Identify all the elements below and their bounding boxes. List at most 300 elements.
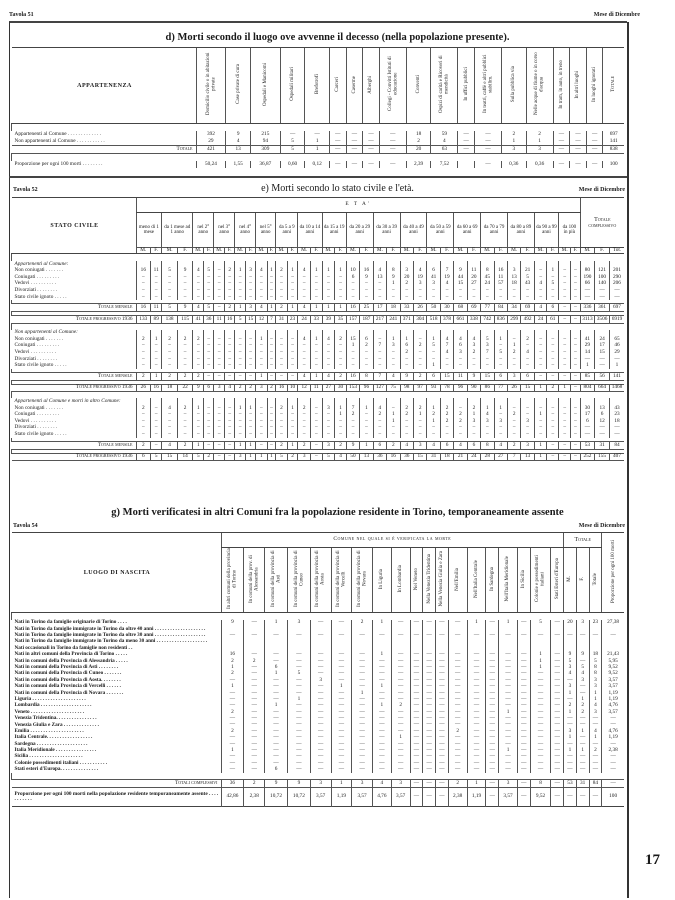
table-cell: 2,38 bbox=[602, 748, 624, 754]
table-cell: 18 bbox=[507, 281, 520, 288]
table-cell: — bbox=[410, 735, 423, 741]
table-cell: 1 bbox=[322, 304, 335, 312]
row-label: Coniugati . . . . . . . . . bbox=[14, 411, 60, 418]
row-label: Non coniugati . . . . . . . bbox=[14, 267, 64, 274]
table-cell: – bbox=[151, 356, 162, 363]
table-cell: 9 bbox=[576, 652, 589, 658]
table-cell: — bbox=[410, 722, 423, 728]
table-cell: — bbox=[331, 748, 352, 754]
table-cell: 407 bbox=[609, 453, 624, 461]
table-cell: – bbox=[136, 274, 151, 281]
table-cell: — bbox=[287, 703, 310, 709]
table-cell: – bbox=[204, 343, 214, 350]
table-cell: — bbox=[467, 767, 486, 773]
table-cell: — bbox=[580, 431, 595, 438]
table-cell: — bbox=[423, 716, 436, 722]
table-cell: – bbox=[214, 453, 225, 461]
table-cell: – bbox=[571, 363, 580, 370]
table-cell: 4 bbox=[226, 138, 251, 146]
sex-header: M. bbox=[276, 248, 288, 254]
column-header-text: Ospizi di carità e Ricoveri di mendicità bbox=[439, 55, 450, 114]
table-cell: — bbox=[517, 735, 530, 741]
table-cell: — bbox=[287, 722, 310, 728]
table-cell: – bbox=[287, 373, 298, 381]
table-cell: – bbox=[310, 349, 322, 356]
table-cell: 4 bbox=[162, 405, 178, 412]
table-cell: – bbox=[235, 349, 246, 356]
table-cell: — bbox=[372, 664, 391, 670]
sex-header: F. bbox=[310, 248, 322, 254]
table-cell: — bbox=[410, 652, 423, 658]
table-cell: 1 bbox=[400, 336, 413, 343]
table-cell: 1 bbox=[246, 405, 256, 412]
table-cell: — bbox=[346, 146, 363, 154]
table-cell: 6 bbox=[521, 373, 534, 381]
header-row bbox=[12, 48, 625, 124]
table-cell: — bbox=[436, 632, 449, 638]
table-cell: – bbox=[559, 316, 571, 324]
table-cell: – bbox=[387, 356, 400, 363]
table-cell: — bbox=[576, 684, 589, 690]
table-cell: – bbox=[204, 356, 214, 363]
table-cell: 1 bbox=[372, 684, 391, 690]
table-cell: — bbox=[576, 787, 589, 806]
table-cell: — bbox=[499, 722, 518, 728]
table-cell: – bbox=[534, 294, 547, 301]
table-cell: 1 bbox=[576, 748, 589, 754]
table-cell: – bbox=[547, 287, 559, 294]
table-cell: – bbox=[360, 356, 373, 363]
table-cell: — bbox=[551, 722, 564, 728]
table-cell: – bbox=[360, 418, 373, 425]
table-cell: – bbox=[467, 363, 480, 370]
column-header-text: Nell'Italia Meridionale bbox=[505, 556, 511, 602]
table-cell: 18 bbox=[589, 652, 602, 658]
row-label: Vedovi . . . . . . . . . . bbox=[14, 417, 56, 424]
table-cell: 3 bbox=[521, 441, 534, 449]
table-cell: 3 bbox=[564, 664, 577, 670]
table-cell: — bbox=[467, 741, 486, 747]
table-cell: — bbox=[391, 620, 410, 626]
table-cell: — bbox=[436, 677, 449, 683]
table-cell: — bbox=[410, 690, 423, 696]
empty-cell bbox=[507, 398, 520, 405]
header-row bbox=[12, 533, 625, 548]
table-cell: — bbox=[329, 146, 346, 154]
table-cell: 9 bbox=[346, 441, 359, 449]
table-cell: – bbox=[454, 425, 467, 432]
table-cell: — bbox=[372, 696, 391, 702]
table-cell: 24 bbox=[481, 281, 494, 288]
table-cell: — bbox=[363, 138, 380, 146]
table-cell: – bbox=[559, 287, 571, 294]
table-cell: — bbox=[423, 658, 436, 664]
table-cell: — bbox=[410, 677, 423, 683]
table-cell: – bbox=[267, 281, 276, 288]
table-cell: 56 bbox=[595, 373, 610, 381]
table-cell: – bbox=[559, 431, 571, 438]
row-label: Nati in Torino da famiglie immigrate in Torino da oltre 40 anni . . . . . . . . . . . . . . . . . . . . bbox=[14, 625, 206, 632]
table-cell: 12 bbox=[595, 418, 610, 425]
table-cell: 1 bbox=[589, 690, 602, 696]
table-cell: – bbox=[571, 336, 580, 343]
table-cell: — bbox=[363, 161, 380, 168]
table-cell: – bbox=[534, 267, 547, 274]
table-cell: – bbox=[559, 441, 571, 449]
table-cell: – bbox=[360, 287, 373, 294]
table-cell: 1 bbox=[559, 384, 571, 392]
table-cell: — bbox=[244, 760, 265, 766]
table-cell: – bbox=[225, 294, 235, 301]
table-cell: — bbox=[448, 754, 467, 760]
table-cell: – bbox=[214, 441, 225, 449]
table-cell: — bbox=[287, 658, 310, 664]
table-cell: – bbox=[246, 373, 256, 381]
empty-cell bbox=[373, 398, 386, 405]
table-cell: — bbox=[553, 161, 570, 168]
table-cell: – bbox=[151, 274, 162, 281]
table-cell: – bbox=[287, 349, 298, 356]
table-cell: 6 bbox=[440, 441, 453, 449]
table-cell: – bbox=[494, 343, 507, 350]
table-cell: — bbox=[589, 760, 602, 766]
table-cell: 2 bbox=[298, 441, 311, 449]
table-cell: – bbox=[521, 405, 534, 412]
table-cell: — bbox=[391, 760, 410, 766]
age-group-header: da 70 a 79 anni bbox=[481, 213, 508, 248]
table-cell: 1 bbox=[427, 405, 440, 412]
column-header bbox=[530, 548, 551, 613]
table-cell: — bbox=[265, 652, 288, 658]
column-header bbox=[310, 548, 331, 613]
table-cell: 9 bbox=[177, 267, 192, 274]
table-cell: – bbox=[256, 343, 267, 350]
table-cell: — bbox=[486, 709, 499, 715]
table-cell: — bbox=[580, 294, 595, 301]
table-cell: 16 bbox=[360, 267, 373, 274]
table-cell: 2 bbox=[246, 384, 256, 392]
table-cell: 24 bbox=[467, 453, 480, 461]
table-cell: – bbox=[427, 349, 440, 356]
table-cell: – bbox=[246, 431, 256, 438]
table-cell: – bbox=[571, 441, 580, 449]
table-cell: – bbox=[400, 356, 413, 363]
table-cell: – bbox=[193, 281, 204, 288]
table-cell: 4,76 bbox=[372, 787, 391, 806]
table-cell: – bbox=[521, 287, 534, 294]
table-cell: 9,52 bbox=[530, 787, 551, 806]
table-cell: — bbox=[244, 716, 265, 722]
table-cell: 1 bbox=[580, 363, 595, 370]
table-cell: 1 bbox=[287, 304, 298, 312]
table-cell: – bbox=[310, 287, 322, 294]
table-cell: – bbox=[298, 363, 311, 370]
table-cell: — bbox=[391, 716, 410, 722]
table-cell: – bbox=[400, 363, 413, 370]
empty-cell bbox=[494, 398, 507, 405]
table-cell: – bbox=[246, 294, 256, 301]
table-cell: – bbox=[360, 431, 373, 438]
row-label: Nati in Torino da famiglie immigrate in Torino da meno 30 anni . . . . . . . . . . . . . . . . . . . . bbox=[14, 638, 208, 645]
table-cell: – bbox=[559, 363, 571, 370]
column-header bbox=[280, 48, 305, 124]
table-cell: – bbox=[534, 425, 547, 432]
table-cell: 1 bbox=[346, 343, 359, 350]
table-cell: – bbox=[346, 294, 359, 301]
table-cell: – bbox=[559, 405, 571, 412]
table-cell: — bbox=[331, 690, 352, 696]
table-cell: – bbox=[507, 287, 520, 294]
column-header-text: Brefotrofi bbox=[314, 74, 320, 95]
table-cell: 3,57 bbox=[602, 709, 624, 715]
table-cell: 86 bbox=[481, 384, 494, 392]
row-label: Nati in comuni della Provincia di Alessandria . . . . . bbox=[14, 657, 128, 664]
table-cell: — bbox=[379, 131, 406, 138]
table-cell: – bbox=[547, 453, 559, 461]
table-cell: – bbox=[521, 431, 534, 438]
table-cell: – bbox=[235, 373, 246, 381]
table-cell: 1 bbox=[609, 363, 624, 370]
column-header-text: In Lombardia bbox=[398, 565, 404, 593]
table-cell: 61 bbox=[547, 316, 559, 324]
table-cell: 3,57 bbox=[602, 677, 624, 683]
table-cell: 2,38 bbox=[244, 787, 265, 806]
table-cell: – bbox=[467, 356, 480, 363]
table-cell: – bbox=[507, 418, 520, 425]
table-cell: – bbox=[559, 349, 571, 356]
table-cell: – bbox=[310, 405, 322, 412]
table-cell: — bbox=[475, 161, 502, 168]
table-cell: 10 bbox=[287, 384, 298, 392]
table-cell: – bbox=[225, 431, 235, 438]
table-cell: 1 bbox=[467, 412, 480, 419]
table-cell: 1 bbox=[530, 652, 551, 658]
table-cell: – bbox=[235, 343, 246, 350]
table-cell: 3506 bbox=[595, 316, 610, 324]
table-cell: 15 bbox=[595, 349, 610, 356]
table-cell: – bbox=[204, 431, 214, 438]
sex-header: F. bbox=[571, 248, 580, 254]
table-cell: — bbox=[609, 431, 624, 438]
table-cell: – bbox=[256, 412, 267, 419]
table-cell: 35 bbox=[335, 316, 347, 324]
table-cell: 8 bbox=[530, 780, 551, 787]
table-cell: — bbox=[352, 760, 373, 766]
table-cell: – bbox=[559, 336, 571, 343]
table-cell: — bbox=[551, 664, 564, 670]
table-cell: – bbox=[151, 349, 162, 356]
table-cell: 201 bbox=[609, 267, 624, 274]
table-cell: — bbox=[265, 658, 288, 664]
table-cell: — bbox=[280, 131, 305, 138]
table-cell: — bbox=[499, 684, 518, 690]
table-cell: – bbox=[413, 431, 426, 438]
table-cell: 2 bbox=[440, 418, 453, 425]
table-cell: – bbox=[276, 336, 288, 343]
table-cell: – bbox=[151, 441, 162, 449]
table-cell: — bbox=[331, 620, 352, 626]
table-cell: — bbox=[467, 754, 486, 760]
table-cell: — bbox=[486, 787, 499, 806]
table-cell: – bbox=[534, 336, 547, 343]
table-cell: — bbox=[423, 754, 436, 760]
table-cell: – bbox=[225, 349, 235, 356]
table-cell: 9,52 bbox=[602, 664, 624, 670]
table-cell: — bbox=[265, 754, 288, 760]
table-cell: 1 bbox=[151, 373, 162, 381]
table-row bbox=[12, 316, 625, 324]
table-cell: – bbox=[427, 431, 440, 438]
table-cell: – bbox=[571, 294, 580, 301]
table-cell: 4 bbox=[440, 281, 453, 288]
table-cell: — bbox=[244, 620, 265, 626]
table-cell: — bbox=[564, 760, 577, 766]
column-header-text: Caserme bbox=[351, 75, 357, 94]
table-cell: — bbox=[331, 709, 352, 715]
table-cell: 1 bbox=[534, 412, 547, 419]
column-header-text: In comuni della prov. di Alessandria bbox=[248, 555, 260, 603]
table-cell: – bbox=[310, 274, 322, 281]
table-cell: – bbox=[298, 425, 311, 432]
table-cell: 5 bbox=[162, 304, 178, 312]
row-label: Emilia . . . . . . . . . . . . . . . . . . . . . bbox=[14, 727, 84, 734]
row-label: Appartenenti al Comune e morti in altro Comune: bbox=[14, 398, 121, 405]
table-cell: 20 bbox=[406, 146, 431, 154]
table-cell: – bbox=[214, 431, 225, 438]
table-cell: 6 bbox=[400, 343, 413, 350]
table-cell: — bbox=[310, 741, 331, 747]
table-cell: — bbox=[530, 754, 551, 760]
table-cell: 75 bbox=[387, 384, 400, 392]
table-cell: – bbox=[413, 336, 426, 343]
table-cell: 10,72 bbox=[287, 787, 310, 806]
table-cell: 5 bbox=[589, 658, 602, 664]
row-label: Nati in comuni della Provincia di Cuneo . . . . . . . bbox=[14, 670, 122, 677]
table-cell: – bbox=[373, 431, 386, 438]
table-cell: 2 bbox=[335, 336, 347, 343]
column-header bbox=[329, 48, 346, 124]
row-label: Proporzione per ogni 100 morti . . . . . . . . bbox=[14, 160, 103, 167]
table-cell: – bbox=[571, 343, 580, 350]
table-cell: 2,39 bbox=[406, 161, 431, 168]
table-cell: 69 bbox=[467, 304, 480, 312]
row-label: Sardegna . . . . . . . . . . . . . . . . . . . . bbox=[14, 740, 88, 747]
table-cell: 2 bbox=[177, 336, 192, 343]
table-cell: — bbox=[352, 748, 373, 754]
row-label: Totale bbox=[12, 146, 197, 154]
table-cell: 1 bbox=[335, 267, 347, 274]
table-cell: – bbox=[177, 431, 192, 438]
table-cell: – bbox=[267, 431, 276, 438]
column-header-text: In tram, in auto, in treno bbox=[558, 59, 564, 109]
spacer bbox=[12, 773, 625, 780]
table-cell: – bbox=[204, 287, 214, 294]
row-label: Nati in Torino da famiglie immigrate in Torino da oltre 30 anni . . . . . . . . . . . . . . . . . . . . bbox=[14, 632, 206, 639]
table-cell: — bbox=[475, 138, 502, 146]
table-cell: 1 bbox=[256, 453, 267, 461]
table-cell: 3 bbox=[507, 267, 520, 274]
sex-header: M. bbox=[534, 248, 547, 254]
table-cell: 85 bbox=[580, 373, 595, 381]
table-cell: – bbox=[454, 294, 467, 301]
column-header-text: Nel Veneto bbox=[413, 567, 419, 591]
table-cell: – bbox=[177, 287, 192, 294]
total-sex-header: M. bbox=[580, 248, 595, 254]
empty-cell bbox=[413, 398, 426, 405]
empty-cell bbox=[204, 398, 214, 405]
table-cell: – bbox=[204, 274, 214, 281]
row-label: Italia Centrale. . . . . . . . . . . . . . . . . . bbox=[14, 734, 93, 741]
column-header bbox=[244, 548, 265, 613]
table-cell: 7 bbox=[440, 343, 453, 350]
table-cell: – bbox=[494, 412, 507, 419]
table-cell: — bbox=[391, 671, 410, 677]
column-header bbox=[226, 48, 251, 124]
table-cell: 16 bbox=[346, 373, 359, 381]
table-cell: 804 bbox=[580, 384, 595, 392]
table-cell: — bbox=[310, 748, 331, 754]
table-cell: 1 bbox=[310, 267, 322, 274]
table-cell: 1 bbox=[387, 418, 400, 425]
table-cell: — bbox=[576, 735, 589, 741]
table-cell: 1 bbox=[467, 620, 486, 626]
table-cell: 9 bbox=[400, 373, 413, 381]
table-cell: – bbox=[193, 294, 204, 301]
table-cell: — bbox=[486, 728, 499, 734]
column-header bbox=[551, 548, 564, 613]
table-cell: 2 bbox=[193, 373, 204, 381]
table-cell: 338 bbox=[467, 316, 480, 324]
table-cell: 5 bbox=[280, 146, 305, 154]
empty-cell bbox=[310, 398, 322, 405]
table-cell: 5 bbox=[576, 664, 589, 670]
table-cell: 215 bbox=[250, 131, 280, 138]
table-row bbox=[12, 363, 625, 370]
table-cell: — bbox=[576, 760, 589, 766]
table-cell: 2 bbox=[335, 441, 347, 449]
table-cell: – bbox=[298, 343, 311, 350]
table-cell: – bbox=[193, 287, 204, 294]
table-cell: – bbox=[162, 425, 178, 432]
table-cell: — bbox=[551, 658, 564, 664]
table-cell: 1 bbox=[287, 405, 298, 412]
table-cell: 252 bbox=[580, 453, 595, 461]
table-cell: 1 bbox=[256, 336, 267, 343]
table-cell: — bbox=[391, 728, 410, 734]
table-cell: – bbox=[214, 356, 225, 363]
table-cell: — bbox=[551, 780, 564, 787]
table-cell bbox=[458, 161, 475, 168]
table-cell: – bbox=[335, 349, 347, 356]
table-cell: – bbox=[256, 356, 267, 363]
table-cell: 3 bbox=[576, 620, 589, 626]
table-cell: — bbox=[570, 161, 587, 168]
table-cell: — bbox=[423, 767, 436, 773]
table-cell: 33 bbox=[400, 304, 413, 312]
column-header bbox=[448, 548, 467, 613]
table-cell: — bbox=[448, 716, 467, 722]
table-cell: 5 bbox=[547, 281, 559, 288]
table-cell: – bbox=[267, 274, 276, 281]
column-header bbox=[475, 48, 502, 124]
table-cell: — bbox=[331, 703, 352, 709]
table-cell: 3 bbox=[454, 349, 467, 356]
table-cell: — bbox=[517, 709, 530, 715]
table-cell: – bbox=[267, 349, 276, 356]
table-cell: 13 bbox=[521, 453, 534, 461]
table-cell: 4 bbox=[298, 304, 311, 312]
table-cell: – bbox=[204, 405, 214, 412]
